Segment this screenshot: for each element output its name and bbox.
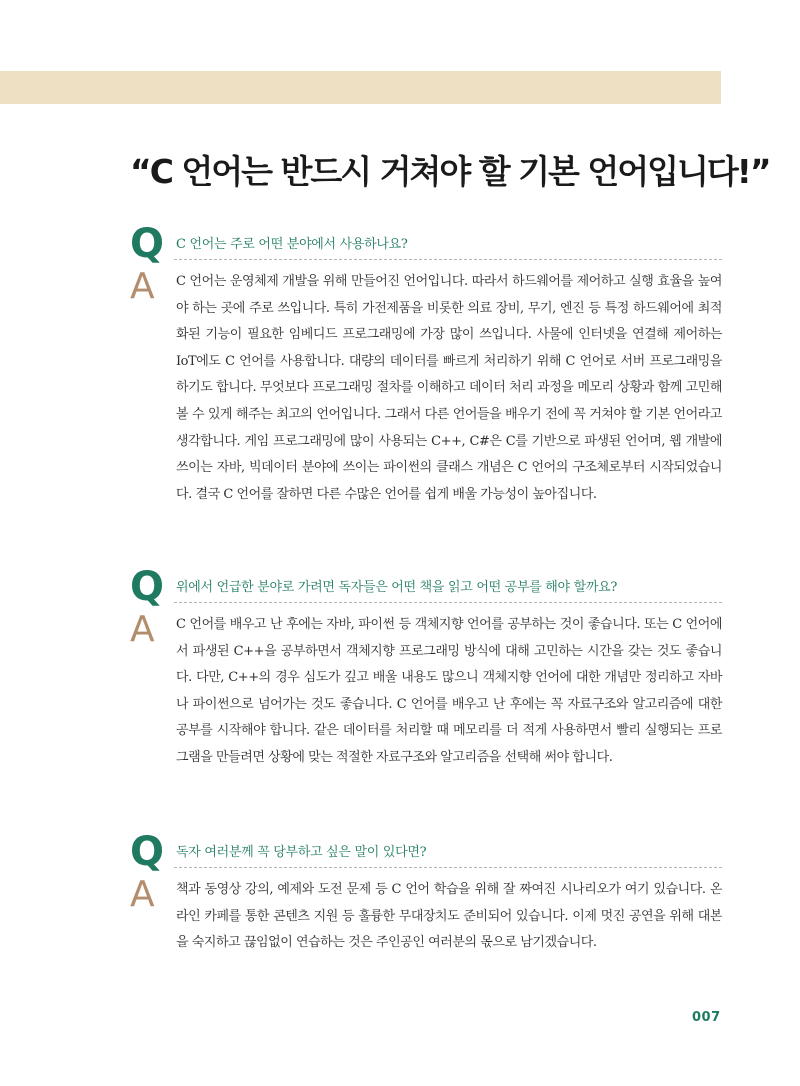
dashed-divider <box>174 867 722 868</box>
answer-row <box>130 875 722 957</box>
question-row <box>130 564 722 610</box>
answer-row <box>130 610 722 772</box>
answer-marker: A <box>130 609 155 650</box>
dashed-divider <box>174 259 722 260</box>
question-text: 위에서 언급한 분야로 가려면 독자들은 어떤 책을 읽고 어떤 공부를 해야 할까요? <box>176 580 618 595</box>
answer-text: 책과 동영상 강의, 예제와 도전 문제 등 C 언어 학습을 위해 잘 짜여진 시나리오가 여기 있습니다. 온라인 카페를 통한 콘텐츠 지원 등 훌륭한 무대장치도 준비되어 있습니다. 이제 멋진 공연을 위해 대본을 숙지하고 끊임없이 연습하는 것은 주인공인 여러분의 몫으로 남기겠습니다. <box>176 882 722 951</box>
answer-text: C 언어는 운영체제 개발을 위해 만들어진 언어입니다. 따라서 하드웨어를 제어하고 실행 효율을 높여야 하는 곳에 주로 쓰입니다. 특히 가전제품을 비롯한 의료 장비, 무기, 엔진 등 특정 하드웨어에 최적화된 기능이 필요한 임베디드 프로그래밍에 가장 많이 쓰입니다. 사물에 인터넷을 연결해 제어하는 IoT에도 C 언어를 사용합니다. 대량의 데이터를 빠르게 처리하기 위해 C 언어로 서버 프로그래밍을 하기도 합니다. 무엇보다 프로그래밍 절차를 이해하고 데이터 처리 과정을 메모리 상황과 함께 고민해 볼 수 있게 해주는 최고의 언어입니다. 그래서 다른 언어들을 배우기 전에 꼭 거쳐야 할 기본 언어라고 생각합니다. 게임 프로그래밍에 많이 사용되는 C++, C#은 C를 기반으로 파생된 언어며, 웹 개발에 쓰이는 자바, 빅데이터 분야에 쓰이는 파이썬의 클래스 개념은 C 언어의 구조체로부터 시작되었습니다. 결국 C 언어를 잘하면 다른 수많은 언어를 쉽게 배울 가능성이 높아집니다. <box>176 274 722 502</box>
page-number: 007 <box>692 1010 721 1025</box>
question-marker: Q <box>130 564 162 610</box>
answer-marker: A <box>130 266 155 307</box>
qa-block-3 <box>130 829 722 957</box>
answer-text: C 언어를 배우고 난 후에는 자바, 파이썬 등 객체지향 언어를 공부하는 것이 좋습니다. 또는 C 언어에서 파생된 C++을 공부하면서 객체지향 프로그래밍 방식에 대해 고민하는 시간을 갖는 것도 좋습니다. 다만, C++의 경우 심도가 깊고 배울 내용도 많으니 객체지향 언어에 대한 개념만 정리하고 자바나 파이썬으로 넘어가는 것도 좋습니다. C 언어를 배우고 난 후에는 꼭 자료구조와 알고리즘에 대한 공부를 시작해야 합니다. 같은 데이터를 처리할 때 메모리를 더 적게 사용하면서 빨리 실행되는 프로그램을 만들려면 상황에 맞는 적절한 자료구조와 알고리즘을 선택해 써야 합니다. <box>176 617 722 765</box>
question-text: C 언어는 주로 어떤 분야에서 사용하나요? <box>176 237 408 252</box>
qa-block-1 <box>130 221 722 508</box>
answer-row <box>130 267 722 508</box>
header-color-band <box>0 71 721 104</box>
question-text: 독자 여러분께 꼭 당부하고 싶은 말이 있다면? <box>176 845 427 860</box>
qa-block-2 <box>130 564 722 772</box>
question-marker: Q <box>130 829 162 875</box>
question-row <box>130 829 722 875</box>
question-row <box>130 221 722 267</box>
question-marker: Q <box>130 221 162 267</box>
answer-marker: A <box>130 874 155 915</box>
dashed-divider <box>174 602 722 603</box>
page-headline: “C 언어는 반드시 거쳐야 할 기본 언어입니다!” <box>130 152 770 191</box>
